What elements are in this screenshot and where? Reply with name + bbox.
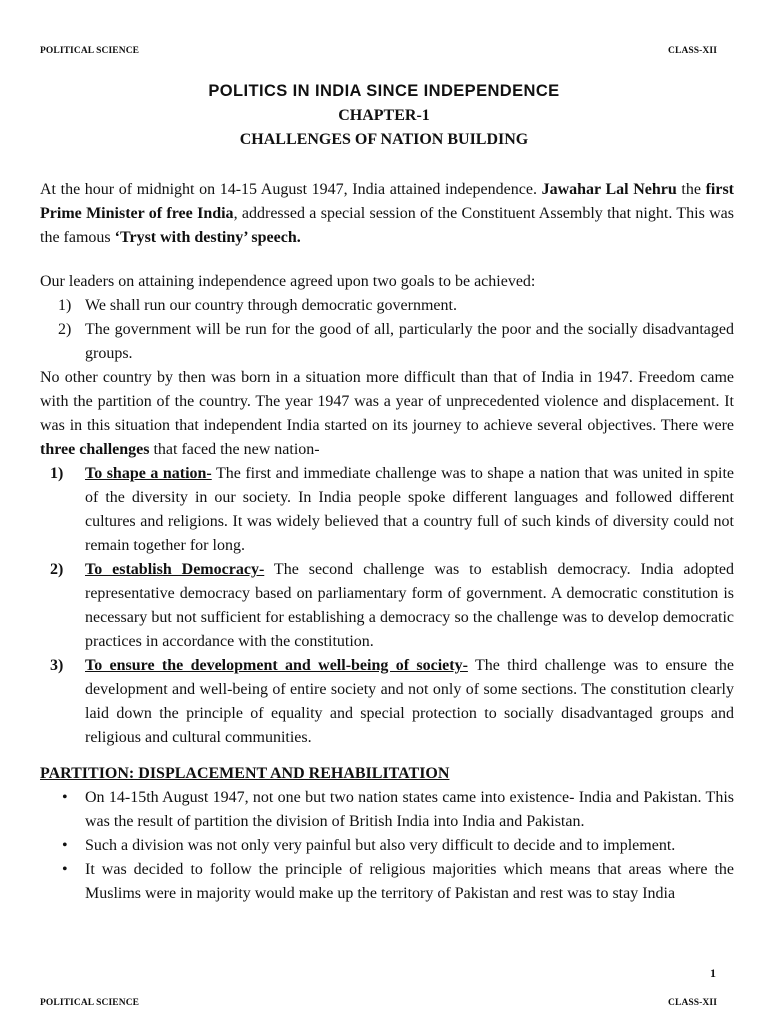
header-class: CLASS-XII <box>668 46 717 56</box>
document-body <box>40 178 734 906</box>
challenge-heading: To ensure the development and well-being of society- <box>85 657 468 674</box>
list-text: Such a division was not only very painful but also very difficult to decide and to implement. <box>85 837 676 854</box>
challenge-heading: To shape a nation- <box>85 465 212 482</box>
list-number: 1) <box>58 297 72 314</box>
situation-text: No other country by then was born in a situation more difficult than that of India in 1947. Freedom came with the partition of the country. The year 1947 was a year of unprecedented violence and displacement. It was in this situation that independent India started on its journey to achieve several objectives. There were <box>40 369 734 434</box>
tryst-speech-text: ‘Tryst with destiny’ speech. <box>114 229 301 246</box>
header-subject: POLITICAL SCIENCE <box>40 46 140 56</box>
list-text: The first and immediate challenge was to shape a nation that was united in spite of the diversity in our society. In India people spoke different languages and followed different cultures and religions. It was widely believed that a country full of such kinds of diversity could not remain together for long. <box>85 465 734 554</box>
bullet-icon: • <box>62 861 68 878</box>
list-number: 2) <box>58 321 72 338</box>
list-item <box>40 786 734 834</box>
page-title: POLITICS IN INDIA SINCE INDEPENDENCE <box>208 82 560 100</box>
list-number: 2) <box>50 561 64 578</box>
list-item <box>40 558 734 654</box>
list-item <box>40 462 734 558</box>
nehru-name: Jawahar Lal Nehru <box>541 181 677 198</box>
partition-bullets <box>40 786 734 906</box>
list-number: 3) <box>50 657 64 674</box>
section-heading: PARTITION: DISPLACEMENT AND REHABILITATION <box>40 765 450 782</box>
intro-text: the <box>676 181 706 198</box>
challenges-list <box>40 462 734 750</box>
list-text: The government will be run for the good of all, particularly the poor and the socially disadvantaged groups. <box>85 321 734 362</box>
chapter-label: CHAPTER-1 <box>338 107 430 124</box>
bullet-icon: • <box>62 789 68 806</box>
list-number: 1) <box>50 465 64 482</box>
intro-paragraph <box>40 178 734 250</box>
chapter-title: CHALLENGES OF NATION BUILDING <box>239 131 529 148</box>
list-item <box>40 858 734 906</box>
footer-subject: POLITICAL SCIENCE <box>40 998 140 1008</box>
list-item <box>40 294 734 318</box>
challenge-heading: To establish Democracy- <box>85 561 265 578</box>
intro-text: , addressed a special session of the Constituent Assembly that night. This was the famous <box>40 205 735 246</box>
list-item <box>40 834 734 858</box>
list-text: We shall run our country through democratic government. <box>85 297 457 314</box>
list-item <box>40 654 734 750</box>
intro-text: At the hour of midnight on 14-15 August 1947, India attained independence. <box>40 181 542 198</box>
list-text: The third challenge was to ensure the development and well-being of entire society and not only of some sections. The constitution clearly laid down the principle of equality and special protection to socially disadvantaged groups and religious and cultural communities. <box>85 657 734 746</box>
page-number: 1 <box>710 966 716 980</box>
first-pm-text: first Prime Minister of free India <box>40 181 735 222</box>
situation-paragraph <box>40 366 734 462</box>
goals-list <box>40 294 734 366</box>
bullet-icon: • <box>62 837 68 854</box>
list-text: On 14-15th August 1947, not one but two nation states came into existence- India and Pakistan. This was the result of partition the division of British India into India and Pakistan. <box>85 789 734 830</box>
list-item <box>40 318 734 366</box>
situation-text: that faced the new nation- <box>149 441 320 458</box>
footer-class: CLASS-XII <box>668 998 717 1008</box>
list-text: It was decided to follow the principle of religious majorities which means that areas where the Muslims were in majority would make up the territory of Pakistan and rest was to stay India <box>85 861 734 902</box>
goals-lead: Our leaders on attaining independence agreed upon two goals to be achieved: <box>40 273 536 290</box>
three-challenges-text: three challenges <box>40 441 150 458</box>
list-text: The second challenge was to establish democracy. India adopted representative democracy based on parliamentary form of government. A democratic constitution is necessary but not sufficient for establishing a democracy so the challenge was to develop democratic practices in accordance with the constitution. <box>85 561 734 650</box>
